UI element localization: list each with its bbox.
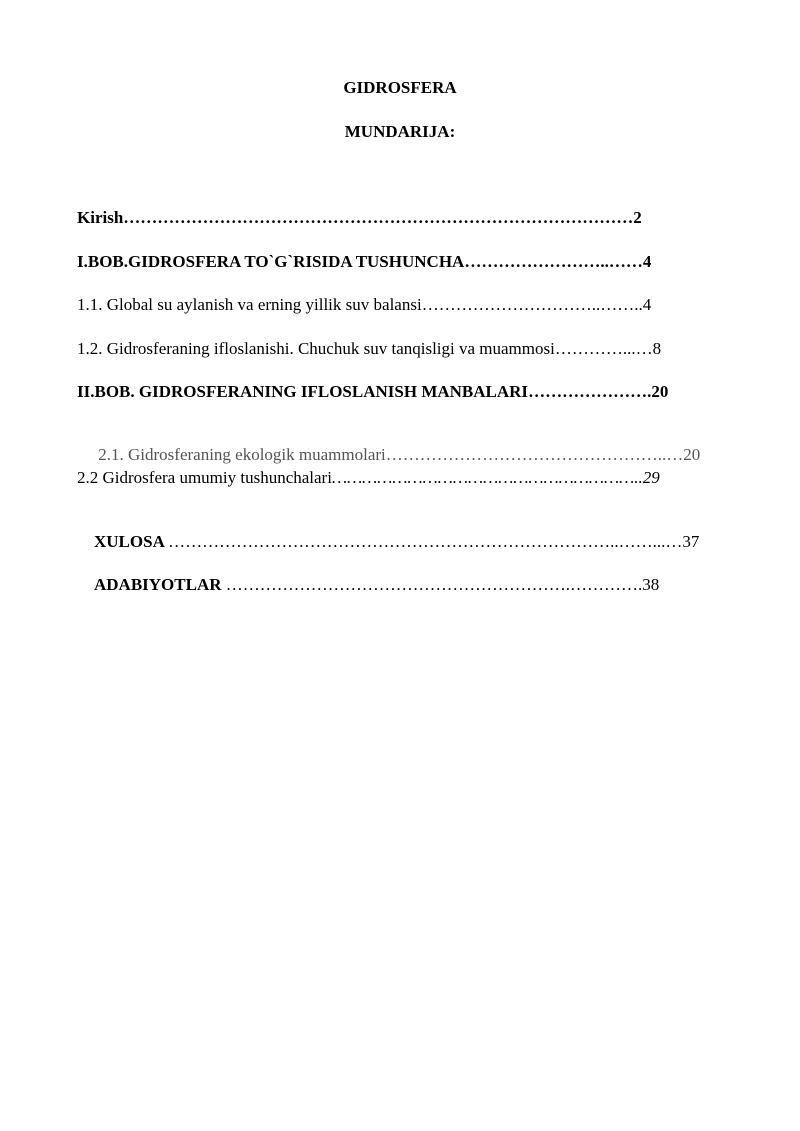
toc-entry-label: 1.1. Global su aylanish va erning yillik suv balansi [77,295,422,314]
toc-entry-label: Kirish [77,208,124,227]
toc-entry-2-2[interactable] [77,468,660,488]
toc-entry-adabiyotlar[interactable] [77,555,659,615]
toc-entry-label: 2.1. Gidrosferaning ekologik muammolari [94,445,386,464]
toc-page-number: 4 [642,252,652,271]
toc-heading: MUNDARIJA: [344,122,456,141]
toc-page-number: 37 [682,532,700,551]
toc-page-number: 20 [651,382,669,401]
toc-page-number: 29 [642,468,660,487]
toc-page-number: 2 [633,208,642,227]
toc-entry-label: 2.2 Gidrosfera umumiy tushunchalari [77,468,332,487]
toc-entry-label: ADABIYOTLAR [94,575,226,594]
document-title: GIDROSFERA [343,78,457,97]
toc-entry-kirish[interactable] [77,208,642,228]
toc-entry-1-2[interactable] [77,339,661,359]
toc-entry-label: XULOSA [94,532,169,551]
toc-page-number: 20 [683,445,701,464]
toc-leader-dots: …………...… [554,339,653,358]
toc-leader-dots: …………………………………………..… [385,445,684,464]
toc-entry-chapter-2[interactable] [77,382,668,402]
toc-entry-1-1[interactable] [77,295,651,315]
toc-entry-label: 1.2. Gidrosferaning ifloslanishi. Chuchuk suv tanqisligi va muammosi [77,339,555,358]
toc-leader-dots: ……………………………………………………………………..……...… [168,532,683,551]
toc-page-number: 4 [642,295,652,314]
toc-leader-dots: ……………………..…… [464,252,643,271]
toc-leader-dots: ……………………………………………………………………………… [123,208,634,227]
toc-page-number: 38 [642,575,660,594]
toc-entry-chapter-1[interactable] [77,252,651,272]
toc-leader-dots: …………………………………………………….. [331,468,643,487]
toc-leader-dots: …………………………………………………….…………. [225,575,643,594]
toc-entry-label: II.BOB. GIDROSFERANING IFLOSLANISH MANBALARI [77,382,529,401]
toc-leader-dots: …………………………..…….. [421,295,643,314]
toc-leader-dots: …………………. [528,382,652,401]
toc-entry-label: I.BOB.GIDROSFERA TO`G`RISIDA TUSHUNCHA [77,252,465,271]
toc-page-number: 8 [652,339,662,358]
